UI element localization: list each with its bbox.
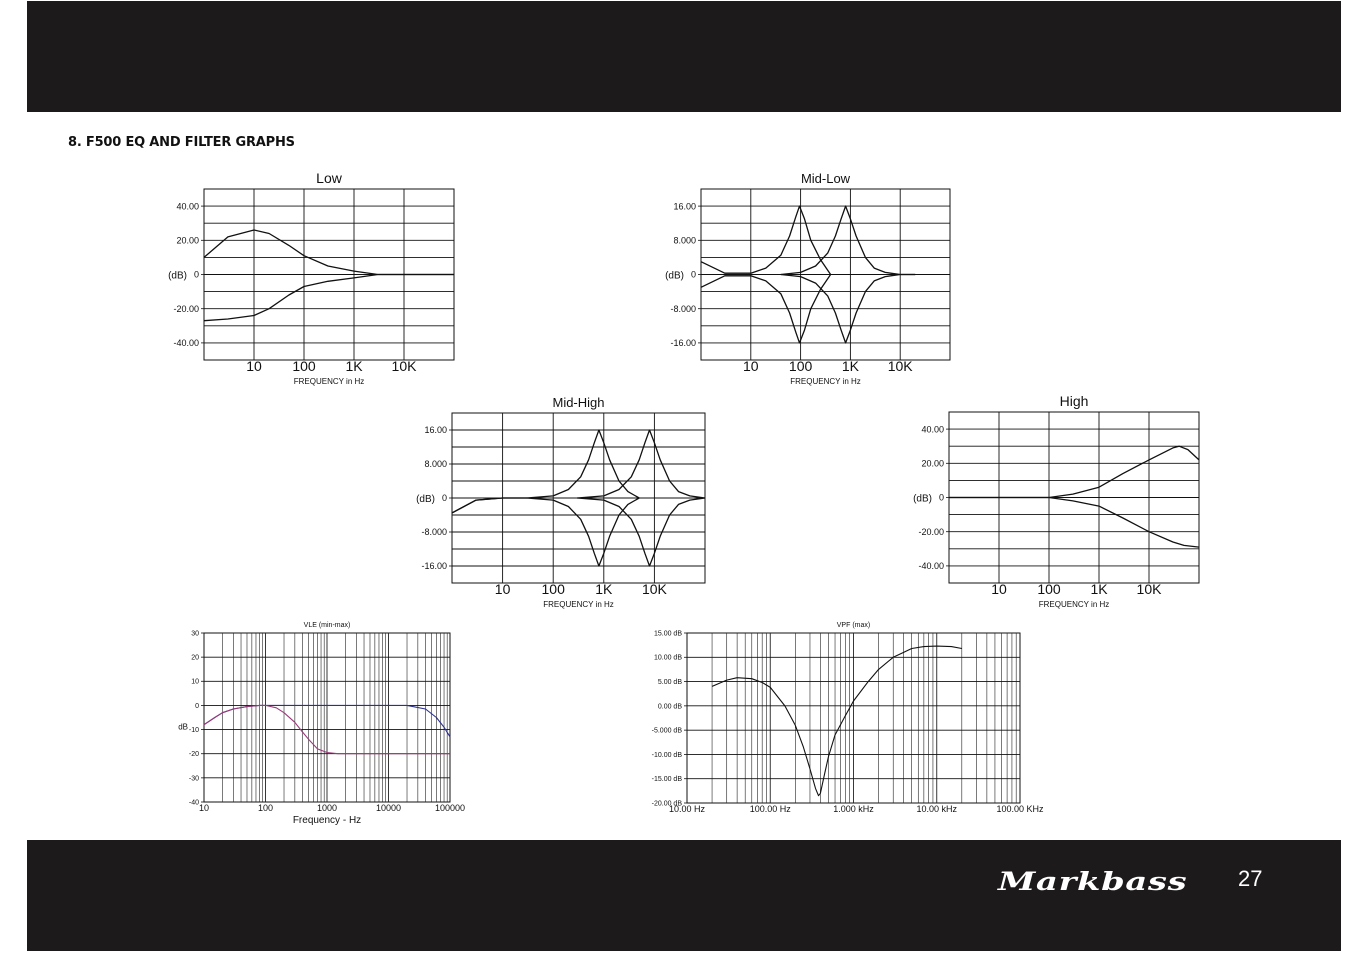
- y-axis-label: (dB): [665, 270, 684, 282]
- chart-title: Mid-High: [552, 395, 605, 410]
- y-tick-label: -20.00: [918, 526, 944, 537]
- x-tick-label: 10: [246, 358, 262, 374]
- x-tick-label: 10K: [1136, 581, 1162, 597]
- mid-low-eq-graph: [660, 168, 960, 388]
- x-tick-label: 10: [743, 358, 759, 374]
- x-tick-label: 10K: [887, 358, 913, 374]
- chart-title: VLE (min-max): [303, 622, 351, 629]
- y-axis-label: (dB): [168, 270, 187, 282]
- section-heading: 8. F500 EQ AND FILTER GRAPHS: [68, 135, 295, 150]
- chart-title: High: [1059, 393, 1089, 409]
- y-tick-label: -8.000: [421, 527, 447, 538]
- x-axis-label: FREQUENCY in Hz: [1038, 600, 1110, 609]
- y-tick-label: 20: [191, 654, 199, 662]
- y-tick-label: 20.00: [176, 235, 199, 246]
- y-axis-label: dB: [178, 722, 188, 732]
- y-tick-label: -40.00: [918, 561, 944, 572]
- x-tick-label: 100: [541, 581, 565, 597]
- mid-high-eq-graph: [410, 392, 715, 612]
- y-tick-label: 8.000: [424, 459, 447, 470]
- x-axis-label: FREQUENCY in Hz: [293, 377, 365, 386]
- low-eq-graph: [160, 168, 460, 388]
- x-tick-label: 100: [292, 358, 316, 374]
- x-tick-label: 10.00 kHz: [916, 804, 958, 814]
- y-tick-label: 5.00 dB: [657, 679, 682, 687]
- chart-title: VPF (max): [836, 622, 871, 629]
- y-tick-label: -8.000: [670, 303, 696, 314]
- y-tick-label: 0: [690, 269, 696, 280]
- y-tick-label: 10.00 dB: [653, 654, 682, 662]
- x-tick-label: 10: [198, 803, 210, 813]
- x-axis-label: Frequency - Hz: [292, 815, 362, 826]
- y-tick-label: -15.00 dB: [651, 776, 682, 784]
- x-tick-label: 10K: [391, 358, 417, 374]
- x-tick-label: 1K: [595, 581, 613, 597]
- x-tick-label: 10.00 Hz: [668, 804, 706, 814]
- y-tick-label: -16.00: [421, 561, 447, 572]
- y-tick-label: -5.000 dB: [651, 727, 682, 735]
- y-tick-label: 0: [193, 269, 199, 280]
- brand-logo: Markbass: [998, 867, 1188, 896]
- y-tick-label: 16.00: [424, 425, 447, 436]
- y-tick-label: 15.00 dB: [653, 630, 682, 638]
- x-tick-label: 100.00 Hz: [749, 804, 791, 814]
- y-tick-label: 40.00: [921, 424, 944, 435]
- chart-title: Low: [316, 170, 342, 186]
- y-tick-label: -30: [188, 775, 199, 783]
- x-tick-label: 10: [991, 581, 1007, 597]
- x-tick-label: 10K: [641, 581, 667, 597]
- y-axis-label: (dB): [913, 493, 932, 505]
- y-tick-label: 20.00: [921, 458, 944, 469]
- y-tick-label: -20: [188, 751, 199, 759]
- page-number: 27: [1238, 866, 1263, 891]
- y-tick-label: 10: [191, 678, 199, 686]
- x-tick-label: 100: [257, 803, 274, 813]
- y-tick-label: 30: [191, 630, 199, 638]
- x-tick-label: 1000: [316, 803, 338, 813]
- x-tick-label: 1K: [345, 358, 363, 374]
- x-tick-label: 100: [788, 358, 813, 374]
- vpf-filter-graph: [640, 618, 1045, 830]
- x-axis-label: FREQUENCY in Hz: [543, 600, 614, 609]
- y-tick-label: -10: [188, 727, 199, 735]
- y-tick-label: 0: [441, 493, 447, 504]
- y-tick-label: -16.00: [670, 338, 696, 349]
- x-tick-label: 100: [1037, 581, 1061, 597]
- y-tick-label: 0: [195, 702, 199, 710]
- vle-filter-graph: [170, 618, 470, 830]
- header-band: [27, 1, 1341, 112]
- y-tick-label: 8.000: [673, 235, 696, 246]
- x-tick-label: 1K: [1090, 581, 1108, 597]
- y-tick-label: -40: [188, 799, 199, 807]
- x-tick-label: 100000: [434, 803, 466, 813]
- y-tick-label: 16.00: [673, 201, 696, 212]
- y-tick-label: 0.00 dB: [657, 703, 682, 711]
- x-tick-label: 100.00 KHz: [996, 804, 1044, 814]
- chart-title: Mid-Low: [800, 171, 851, 186]
- x-tick-label: 10: [494, 581, 511, 597]
- y-tick-label: -20.00: [173, 303, 199, 314]
- y-tick-label: 0: [938, 492, 944, 503]
- x-tick-label: 1K: [841, 358, 859, 374]
- high-eq-graph: [905, 392, 1205, 612]
- x-tick-label: 10000: [375, 803, 402, 813]
- y-tick-label: -20.00 dB: [651, 800, 682, 808]
- y-tick-label: 40.00: [176, 201, 199, 212]
- y-axis-label: (dB): [416, 494, 435, 505]
- y-tick-label: -40.00: [173, 338, 199, 349]
- y-tick-label: -10.00 dB: [651, 751, 682, 759]
- x-tick-label: 1.000 kHz: [833, 804, 874, 814]
- x-axis-label: FREQUENCY in Hz: [790, 377, 861, 386]
